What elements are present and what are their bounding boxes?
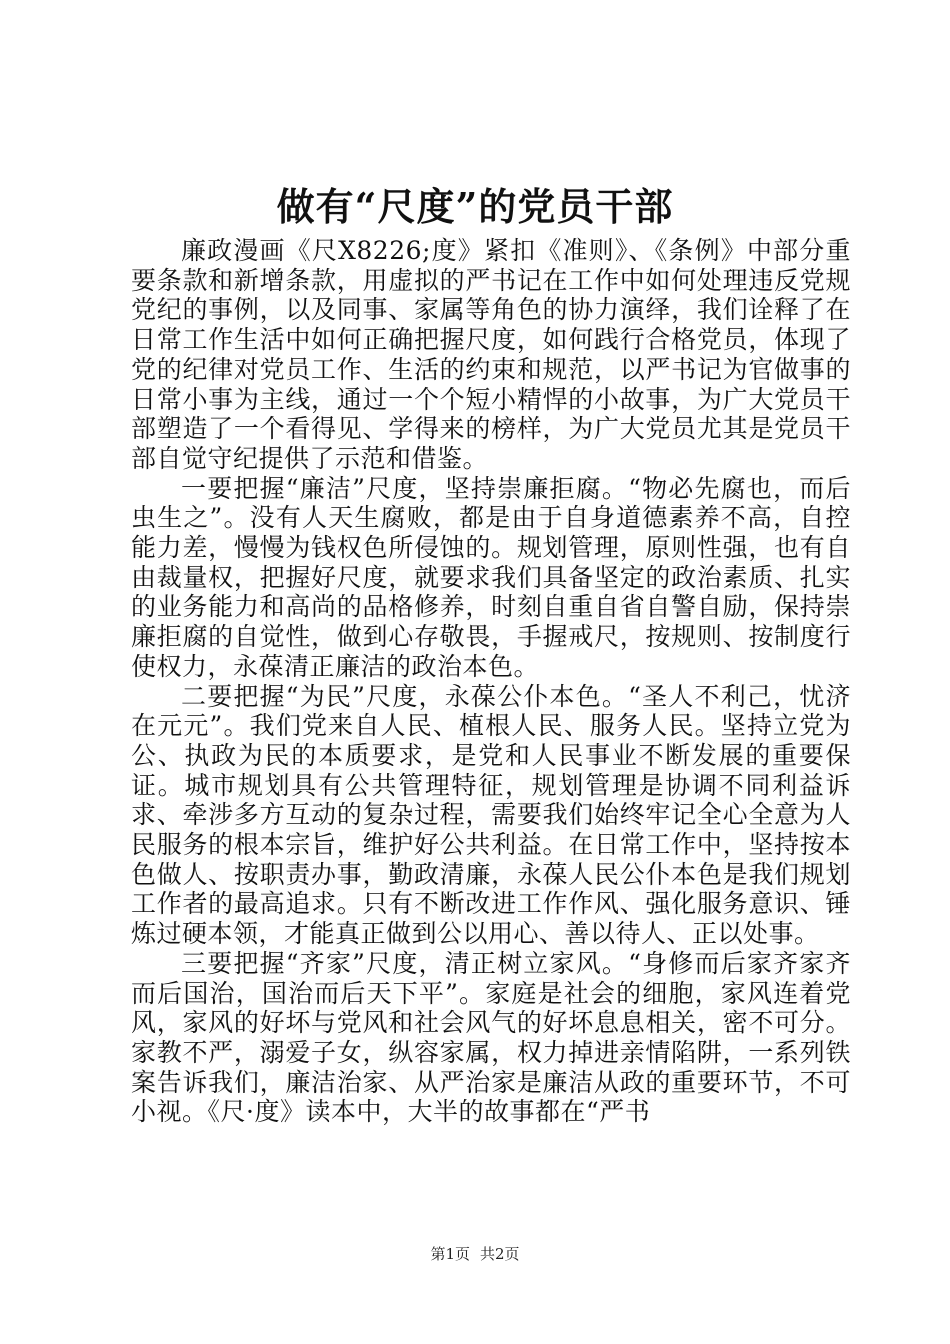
paragraph-integrity: 一要把握“廉洁”尺度，坚持崇廉拒腐。“物必先腐也，而后虫生之”。没有人天生腐败，都是由于自身道德素养不高，自控能力差，慢慢为钱权色所侵蚀的。规划管理，原则性强，也有自由裁量权，把握好尺度，就要求我们具备坚定的政治素质、扎实的业务能力和高尚的品格修养，时刻自重自省自警自励，保持崇廉拒腐的自觉性，做到心存敬畏，手握戒尺，按规则、按制度行使权力，永葆清正廉洁的政治本色。 bbox=[131, 473, 851, 681]
paragraph-intro: 廉政漫画《尺X8226;度》紧扣《准则》、《条例》中部分重要条款和新增条款，用虚拟的严书记在工作中如何处理违反党规党纪的事例，以及同事、家属等角色的协力演绎，我们诠释了在日常工作生活中如何正确把握尺度，如何践行合格党员，体现了党的纪律对党员工作、生活的约束和规范，以严书记为官做事的日常小事为主线，通过一个个短小精悍的小故事，为广大党员干部塑造了一个看得见、学得来的榜样，为广大党员尤其是党员干部自觉守纪提供了示范和借鉴。 bbox=[131, 236, 851, 473]
page-footer bbox=[0, 1244, 950, 1264]
paragraph-people: 二要把握“为民”尺度，永葆公仆本色。“圣人不利己，忧济在元元”。我们党来自人民、植根人民、服务人民。坚持立党为公、执政为民的本质要求，是党和人民事业不断发展的重要保证。城市规划具有公共管理特征，规划管理是协调不同利益诉求、牵涉多方互动的复杂过程，需要我们始终牢记全心全意为人民服务的根本宗旨，维护好公共利益。在日常工作中，坚持按本色做人、按职责办事，勤政清廉，永葆人民公仆本色是我们规划工作者的最高追求。只有不断改进工作作风、强化服务意识、锤炼过硬本领，才能真正做到公以用心、善以待人、正以处事。 bbox=[131, 681, 851, 949]
document-body bbox=[131, 236, 851, 1127]
paragraph-family: 三要把握“齐家”尺度，清正树立家风。“身修而后家齐家齐而后国治，国治而后天下平”。家庭是社会的细胞，家风连着党风，家风的好坏与党风和社会风气的好坏息息相关，密不可分。家教不严，溺爱子女，纵容家属，权力掉进亲情陷阱，一系列铁案告诉我们，廉洁治家、从严治家是廉洁从政的重要环节，不可小视。《尺·度》读本中，大半的故事都在“严书 bbox=[131, 948, 851, 1127]
page-total: 共2页 bbox=[480, 1245, 520, 1263]
page-number: 第1页 bbox=[430, 1245, 470, 1263]
document-title: 做有“尺度”的党员干部 bbox=[276, 184, 674, 229]
